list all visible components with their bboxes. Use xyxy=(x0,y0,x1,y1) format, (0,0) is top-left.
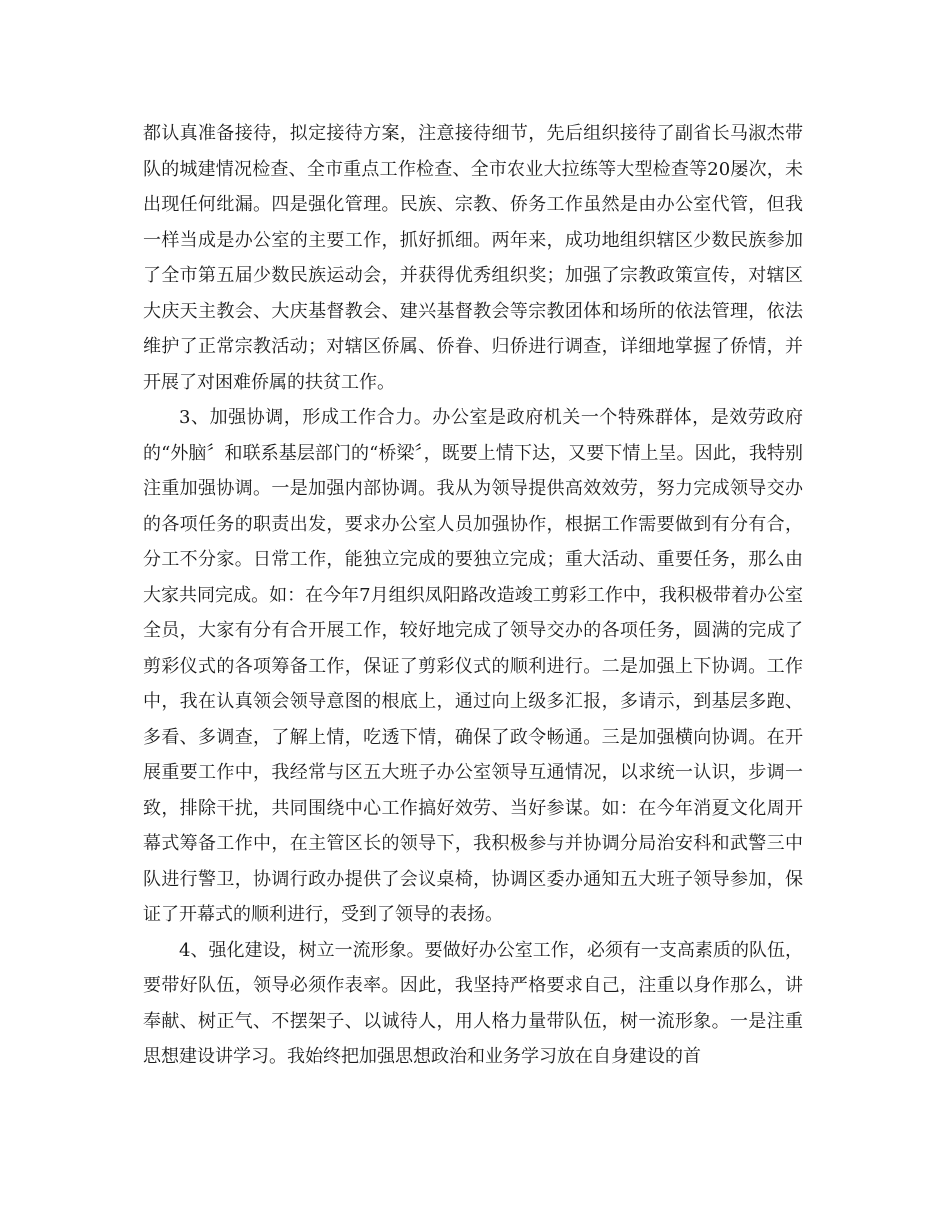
paragraph-continued: 都认真准备接待，拟定接待方案，注意接待细节，先后组织接待了副省长马淑杰带队的城建情况检查、全市重点工作检查、全市农业大拉练等大型检查等20屡次，未出现任何纰漏。四是强化管理。民族、宗教、侨务工作虽然是由办公室代管，但我一样当成是办公室的主要工作，抓好抓细。两年来，成功地组织辖区少数民族参加了全市第五届少数民族运动会，并获得优秀组织奖；加强了宗教政策宣传，对辖区大庆天主教会、大庆基督教会、建兴基督教会等宗教团体和场所的依法管理，依法维护了正常宗教活动；对辖区侨属、侨眷、归侨进行调查，详细地掌握了侨情，并开展了对困难侨属的扶贫工作。 xyxy=(143,123,803,393)
paragraph-construction: 4、强化建设，树立一流形象。要做好办公室工作，必须有一支高素质的队伍，要带好队伍，领导必须作表率。因此，我坚持严格要求自己，注重以身作那么，讲奉献、树正气、不摆架子、以诚待人，用人格力量带队伍，树一流形象。一是注重思想建设讲学习。我始终把加强思想政治和业务学习放在自身建设的首 xyxy=(143,939,803,1067)
paragraph-coordination: 3、加强协调，形成工作合力。办公室是政府机关一个特殊群体，是效劳政府的“外脑〞和联系基层部门的“桥梁〞，既要上情下达，又要下情上呈。因此，我特别注重加强协调。一是加强内部协调。我从为领导提供高效效劳，努力完成领导交办的各项任务的职责出发，要求办公室人员加强协作，根据工作需要做到有分有合，分工不分家。日常工作，能独立完成的要独立完成；重大活动、重要任务，那么由大家共同完成。如：在今年7月组织凤阳路改造竣工剪彩工作中，我积极带着办公室全员，大家有分有合开展工作，较好地完成了领导交办的各项任务，圆满的完成了剪彩仪式的各项筹备工作，保证了剪彩仪式的顺利进行。二是加强上下协调。工作中，我在认真领会领导意图的根底上，通过向上级多汇报，多请示，到基层多跑、多看、多调查，了解上情，吃透下情，确保了政令畅通。三是加强横向协调。在开展重要工作中，我经常与区五大班子办公室领导互通情况，以求统一认识，步调一致，排除干扰，共同围绕中心工作搞好效劳、当好参谋。如：在今年消夏文化周开幕式筹备工作中，在主管区长的领导下，我积极参与并协调分局治安科和武警三中队进行警卫，协调行政办提供了会议桌椅，协调区委办通知五大班子领导参加，保证了开幕式的顺利进行，受到了领导的表扬。 xyxy=(143,407,803,925)
document-body xyxy=(143,116,803,1075)
